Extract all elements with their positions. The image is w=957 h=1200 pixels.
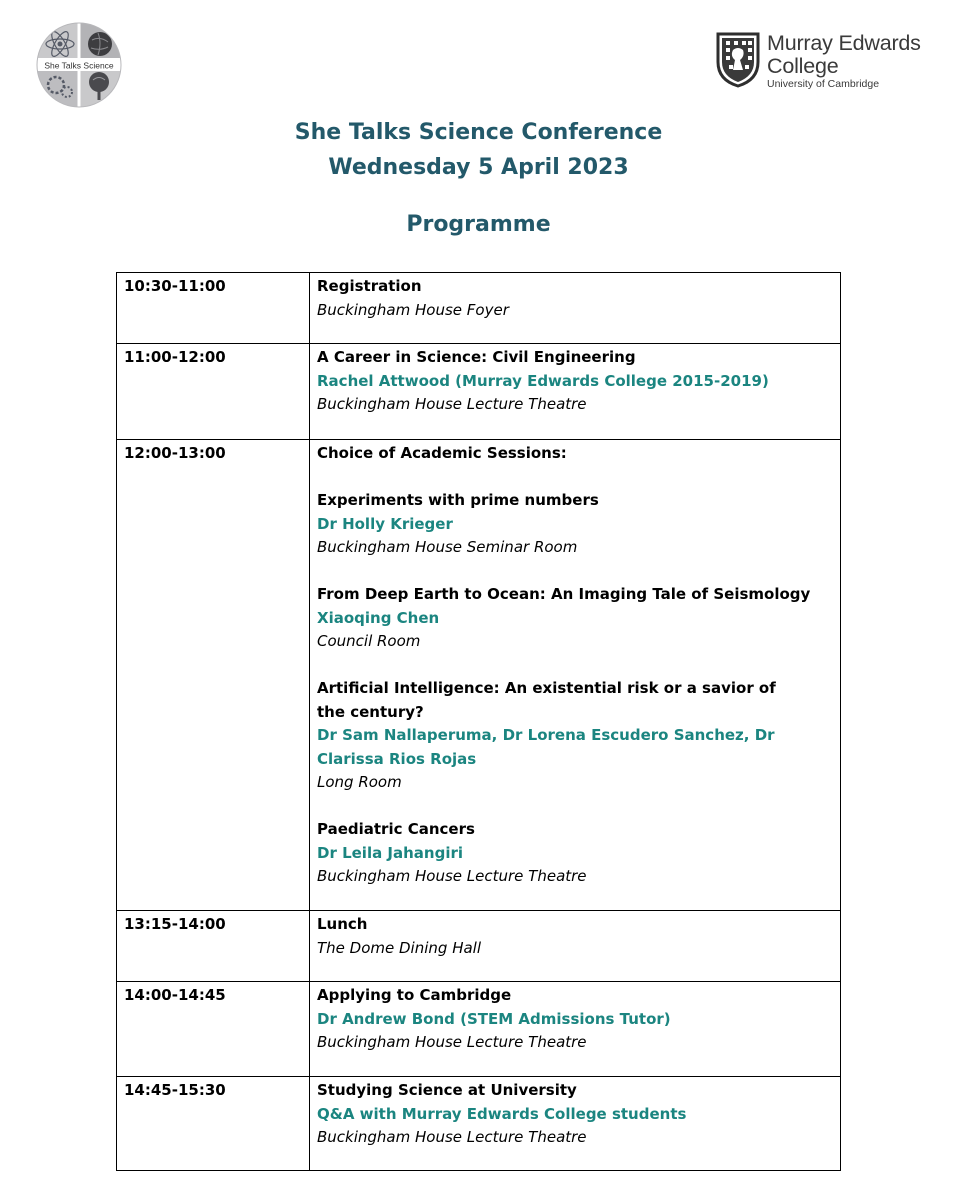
- conference-date: Wednesday 5 April 2023: [328, 155, 629, 180]
- college-name-line2: College: [767, 54, 839, 78]
- table-row: [117, 344, 841, 440]
- table-row: [117, 1077, 841, 1171]
- session-speaker: Dr Holly Krieger: [317, 514, 453, 533]
- conference-title: She Talks Science Conference: [294, 120, 663, 145]
- session-title: Artificial Intelligence: An existential risk or a savior of the century?: [317, 679, 776, 721]
- event-speaker: Rachel Attwood (Murray Edwards College 2015-2019): [317, 371, 769, 390]
- time-cell: 14:00-14:45: [117, 982, 310, 1077]
- time-cell: 11:00-12:00: [117, 344, 310, 440]
- college-name-line1: Murray Edwards: [767, 31, 921, 55]
- college-logo: [712, 28, 927, 96]
- event-title: Choice of Academic Sessions:: [317, 444, 567, 462]
- event-location: Buckingham House Lecture Theatre: [317, 395, 587, 413]
- table-row: [117, 273, 841, 344]
- session-location: Council Room: [317, 632, 421, 650]
- she-talks-science-caption: She Talks Science: [44, 60, 114, 71]
- table-row: [117, 440, 841, 911]
- time-cell: 14:45-15:30: [117, 1077, 310, 1171]
- event-title: A Career in Science: Civil Engineering: [317, 348, 636, 366]
- time-cell: 12:00-13:00: [117, 440, 310, 911]
- session-title: Experiments with prime numbers: [317, 491, 599, 509]
- event-location: Buckingham House Lecture Theatre: [317, 1128, 587, 1146]
- university-name: University of Cambridge: [767, 78, 880, 90]
- event-speaker: Dr Andrew Bond (STEM Admissions Tutor): [317, 1009, 671, 1028]
- she-talks-science-logo: [36, 22, 122, 108]
- event-cell: [310, 911, 841, 982]
- event-cell: [310, 1077, 841, 1171]
- time-cell: 13:15-14:00: [117, 911, 310, 982]
- she-talks-science-logo-icon: [36, 22, 122, 108]
- conference-title-block: [0, 115, 957, 185]
- table-row: [117, 911, 841, 982]
- time-cell: 10:30-11:00: [117, 273, 310, 344]
- session-location: Buckingham House Lecture Theatre: [317, 867, 587, 885]
- event-cell: [310, 440, 841, 911]
- event-title: Applying to Cambridge: [317, 986, 512, 1004]
- event-cell: [310, 273, 841, 344]
- session-speaker: Dr Sam Nallaperuma, Dr Lorena Escudero Sanchez, Dr Clarissa Rios Rojas: [317, 726, 775, 768]
- event-speaker: Q&A with Murray Edwards College students: [317, 1104, 687, 1123]
- session-speaker: Xiaoqing Chen: [317, 608, 440, 627]
- session-speaker: Dr Leila Jahangiri: [317, 843, 464, 862]
- programme-table: [116, 272, 841, 1171]
- table-row: [117, 982, 841, 1077]
- event-location: Buckingham House Foyer: [317, 300, 509, 319]
- session-location: Long Room: [317, 773, 402, 791]
- programme-heading: Programme: [406, 212, 551, 237]
- session-title: Paediatric Cancers: [317, 820, 475, 838]
- event-cell: [310, 982, 841, 1077]
- event-title: Lunch: [317, 915, 368, 933]
- event-title: Studying Science at University: [317, 1081, 577, 1099]
- event-location: Buckingham House Lecture Theatre: [317, 1033, 587, 1051]
- event-cell: [310, 344, 841, 440]
- event-title: Registration: [317, 277, 422, 295]
- college-crest-icon: [716, 32, 760, 88]
- event-location: The Dome Dining Hall: [317, 938, 481, 957]
- college-name: [767, 32, 921, 91]
- session-location: Buckingham House Seminar Room: [317, 538, 578, 556]
- session-title: From Deep Earth to Ocean: An Imaging Tale of Seismology: [317, 585, 811, 603]
